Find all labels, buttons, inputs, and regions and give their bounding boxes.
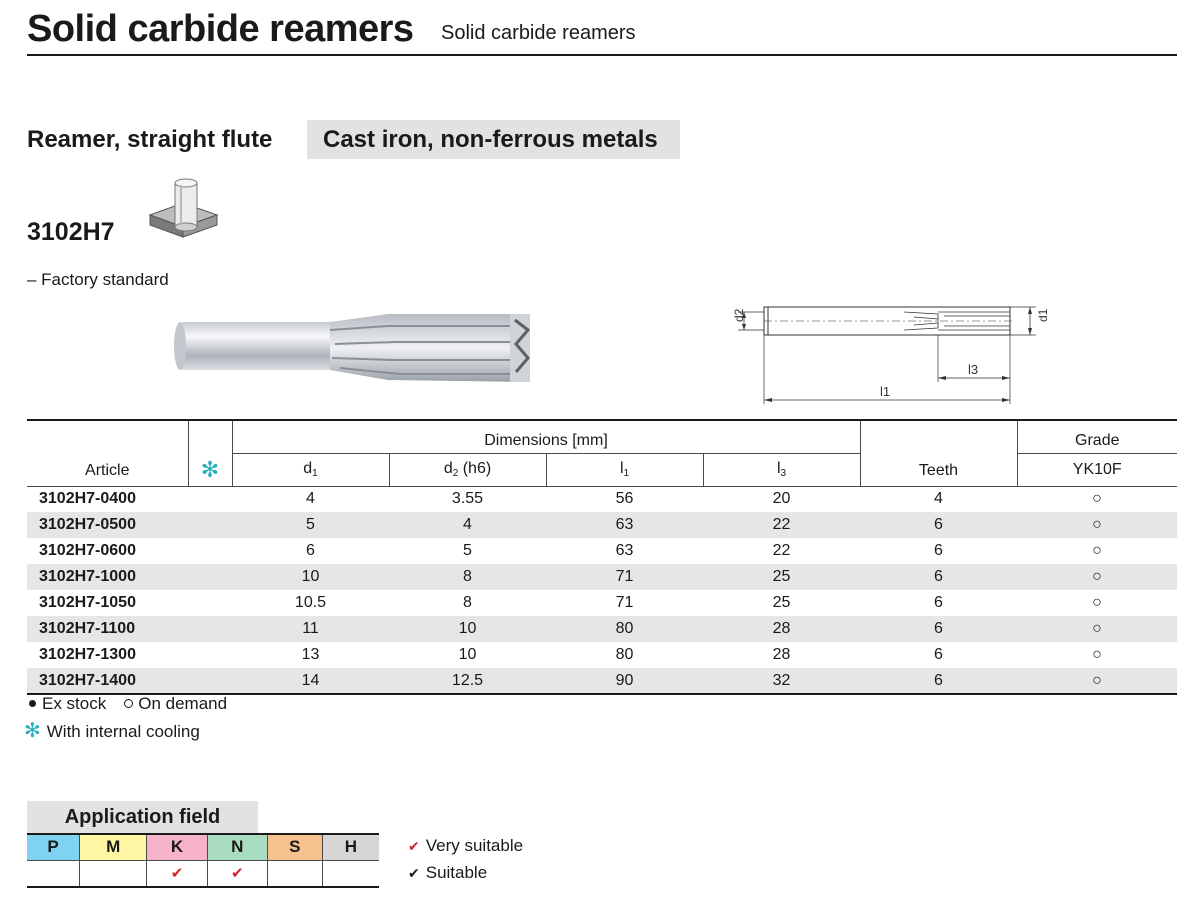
cooling-legend	[24, 721, 200, 742]
label-l1: l1	[880, 384, 891, 399]
suitability-k	[147, 860, 207, 887]
iso-group-h: H	[322, 834, 379, 860]
iso-group-m: M	[80, 834, 147, 860]
very-suitable-label: Very suitable	[425, 836, 524, 855]
table-row: 3102H7-0500 5 4 63 22 6 ○	[27, 512, 1177, 538]
iso-group-p: P	[27, 834, 80, 860]
table-row: 3102H7-1300 13 10 80 28 6 ○	[39, 646, 1102, 663]
col-l3: $l_3$	[703, 453, 860, 486]
ex-stock-dot-icon	[29, 700, 36, 707]
workpiece-icon	[145, 175, 220, 245]
page-header	[27, 8, 1177, 56]
very-suitable-check-icon: ✔	[231, 865, 244, 883]
suitability-s	[267, 860, 322, 887]
reamer-photo	[170, 300, 550, 390]
iso-group-k: K	[147, 834, 207, 860]
suitable-legend	[408, 863, 487, 883]
red-check-icon: ✔	[408, 838, 420, 854]
suitability-h	[322, 860, 379, 887]
label-d1: d1	[1036, 308, 1050, 322]
dimensions-header: Dimensions [mm]	[232, 420, 860, 453]
on-demand-ring-icon	[124, 699, 133, 708]
iso-group-n: N	[207, 834, 267, 860]
cooling-icon: ✻	[200, 456, 220, 482]
page-subtitle: Solid carbide reamers	[441, 22, 636, 44]
col-cooling	[188, 420, 232, 486]
application-field-title: Application field	[27, 801, 258, 833]
internal-cooling-icon: ✻	[24, 720, 41, 742]
col-article: Article	[27, 420, 188, 486]
table-row: 3102H7-0400 4 3.55 56 20 4 ○	[39, 490, 1102, 508]
label-l3: l3	[968, 362, 979, 377]
grade-name: YK10F	[1017, 453, 1177, 486]
suitability-n	[207, 860, 267, 887]
table-row: 3102H7-1050 10.5 8 71 25 6 ○	[39, 594, 1102, 611]
suitability-m	[80, 860, 147, 887]
on-demand-label: On demand	[138, 694, 228, 713]
black-check-icon: ✔	[408, 865, 420, 881]
ex-stock-label: Ex stock	[42, 694, 107, 713]
dimensions-table	[27, 419, 1177, 695]
very-suitable-legend	[408, 836, 523, 856]
application-field-table	[27, 833, 379, 888]
suitable-label: Suitable	[425, 863, 488, 882]
product-type: Reamer, straight flute	[27, 126, 273, 153]
iso-group-s: S	[267, 834, 322, 860]
table-row: 3102H7-1100 11 10 80 28 6 ○	[27, 616, 1177, 642]
col-d2: $d_2$ (h6)	[389, 453, 546, 486]
col-teeth: Teeth	[860, 420, 1017, 486]
col-d1: $d_1$	[232, 453, 389, 486]
grade-header: Grade	[1017, 420, 1177, 453]
label-d2: d2	[732, 308, 746, 322]
reamer-drawing	[724, 292, 1064, 412]
article-code: 3102H7	[27, 218, 115, 246]
col-l1: $l_1$	[546, 453, 703, 486]
page-title: Solid carbide reamers	[27, 8, 414, 50]
table-row: 3102H7-0600 6 5 63 22 6 ○	[39, 542, 1102, 559]
internal-cooling-label: With internal cooling	[46, 722, 200, 741]
suitability-p	[27, 860, 80, 887]
stock-legend	[27, 694, 227, 714]
very-suitable-check-icon: ✔	[170, 865, 184, 883]
material-label: Cast iron, non-ferrous metals	[307, 120, 680, 159]
factory-standard-note: – Factory standard	[27, 270, 169, 289]
table-row: 3102H7-1000 10 8 71 25 6 ○	[27, 564, 1177, 590]
table-row: 3102H7-1400 14 12.5 90 32 6 ○	[27, 668, 1177, 694]
